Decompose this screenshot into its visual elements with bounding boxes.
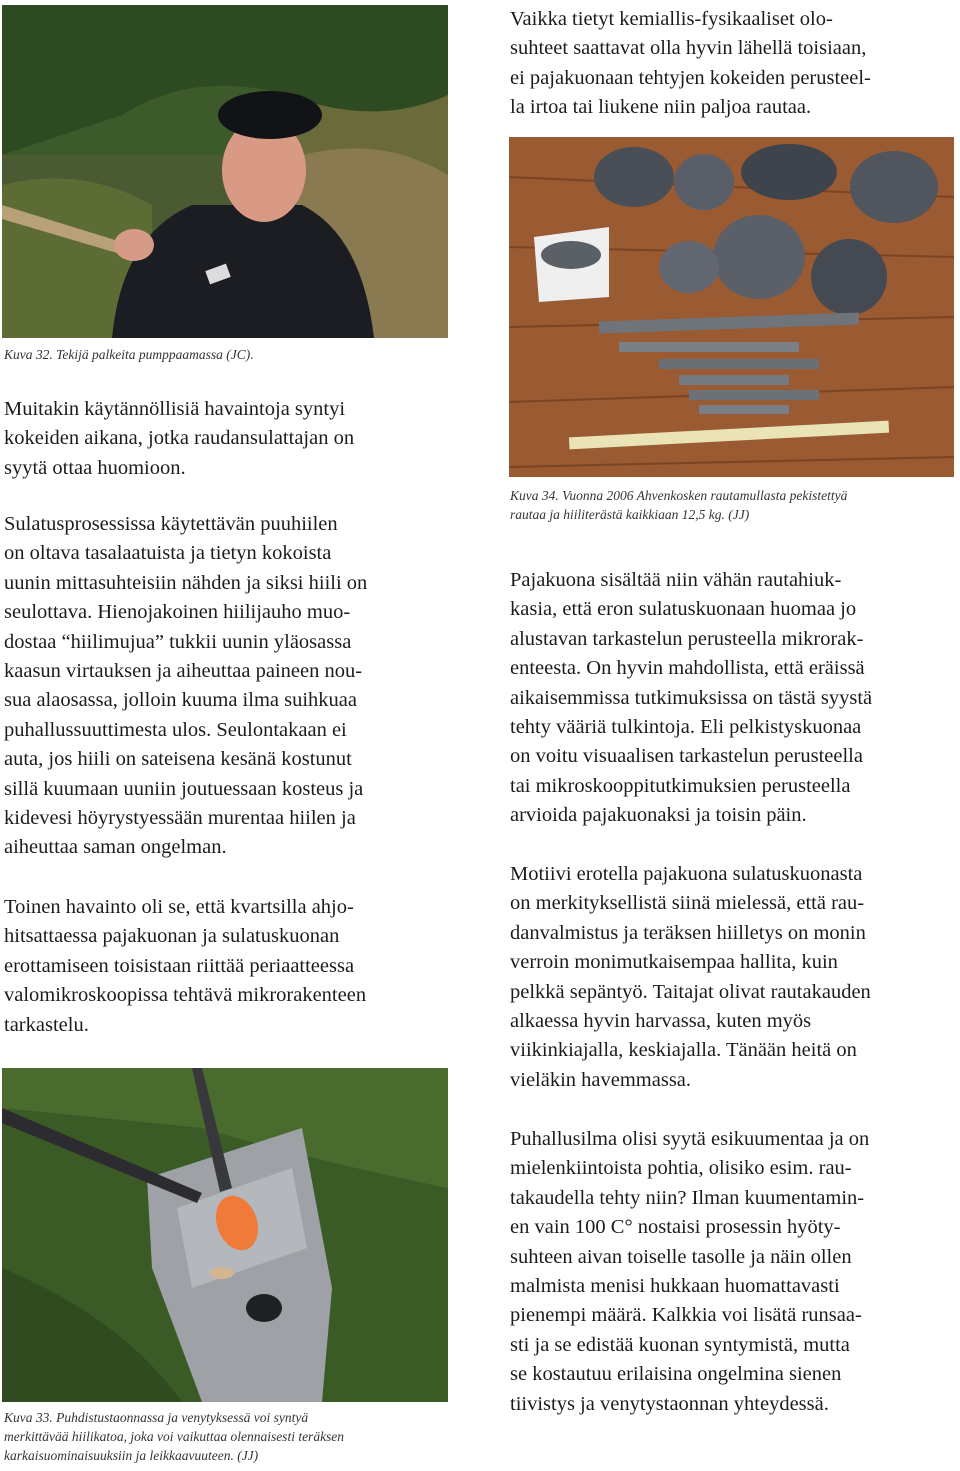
paragraph-quartz: Toinen havainto oli se, että kvartsilla ahjo- hitsattaessa pajakuonan ja sulatuskuonan erottamiseen toisistaan riittää periaatteessa valomikroskoopissa tehtävä mikrorakenteen tarkastelu. [4, 896, 367, 1036]
photo-32-caption: Kuva 32. Tekijä palkeita pumppaamassa (JC). [4, 347, 254, 362]
paragraph-preheating: Puhallusilma olisi syytä esikuumentaa ja on mielenkiintoista pohtia, olisiko esim. rau- takaudella tehty niin? Ilman kuumentamin- en vain 100 C° nostaisi prosessin hyöty- suhteen aivan toiselle tasolle ja näin ollen malmista menisi hukkaan huomattavasti pienempi määrä. Kalkkia voi lisätä runsaa- sti ja se edistää kuonan syntymistä, mutta se kostautuu erilaisina ongelmina sienen tiivistys ja venytystaonnan yhteydessä. [510, 1128, 870, 1415]
photo-forging-on-anvil [2, 1068, 448, 1402]
photo-man-pumping-bellows [2, 5, 448, 338]
photo-33-caption: Kuva 33. Puhdistustaonnassa ja venytyksessä voi syntyä merkittävää hiilikatoa, joka voi vaikuttaa olennaisesti teräksen karkaisuominaisuuksiin ja leikkaavuuteen. (JJ) [4, 1410, 345, 1463]
paragraph-forge-slag: Pajakuona sisältää niin vähän rautahiuk- kasia, että eron sulatuskuonaan huomaa jo alustavan tarkastelun perusteella mikrorak- enteesta. On hyvin mahdollista, että eräissä aikaisemmissa tutkimuksissa on tästä syystä tehty vääriä tulkintoja. Eli pelkistyskuonaa on voitu visuaalisen tarkastelun perusteella tai mikroskooppitutkimuksien perusteella arvioida pajakuonaksi ja toisin päin. [510, 569, 873, 827]
intro-paragraph: Vaikka tietyt kemiallis-fysikaaliset olo- suhteet saattavat olla hyvin lähellä toisiaan, ei pajakuonaan tehtyjen kokeiden perusteel- la irtoa tai liukene niin paljoa rautaa. [510, 8, 871, 119]
photo-34-caption: Kuva 34. Vuonna 2006 Ahvenkosken rautamullasta pekistettyä rautaa ja hiiliterästä kaikkiaan 12,5 kg. (JJ) [510, 488, 848, 522]
paragraph-observations: Muitakin käytännöllisiä havaintoja syntyi kokeiden aikana, jotka raudansulattajan on syytä ottaa huomioon. [4, 398, 355, 479]
paragraph-charcoal: Sulatusprosessissa käytettävän puuhiilen on oltava tasalaatuista ja tietyn kokoista uunin mittasuhteisiin nähden ja siksi hiili on seulottava. Hienojakoinen hiilijauho muo- dostaa “hiilimujua” tukkii uunin yläosassa kaasun virtauksen ja aiheuttaa paineen nou- sua alaosassa, jolloin kuuma ilma suihkuaa puhallussuuttimesta ulos. Seulontakaan ei auta, jos hiili on sateisena kesänä kostunut sillä kuumaan uuniin joutuessaan kosteus ja kidevesi höyrystyessään murentaa hiilen ja aiheuttaa saman ongelman. [4, 513, 368, 859]
paragraph-motive: Motiivi erotella pajakuona sulatuskuonasta on merkityksellistä siinä mielessä, että rau- danvalmistus ja teräksen hiilletys on monin verroin monimutkaisempaa hallita, kuin pelkkä sepäntyö. Taitajat olivat rautakauden alkaessa hyvin harvassa, kuten myös viikinkiajalla, keskiajalla. Tänään heitä on vieläkin havemmassa. [510, 863, 871, 1091]
photo-iron-pieces-on-floor [509, 137, 954, 477]
